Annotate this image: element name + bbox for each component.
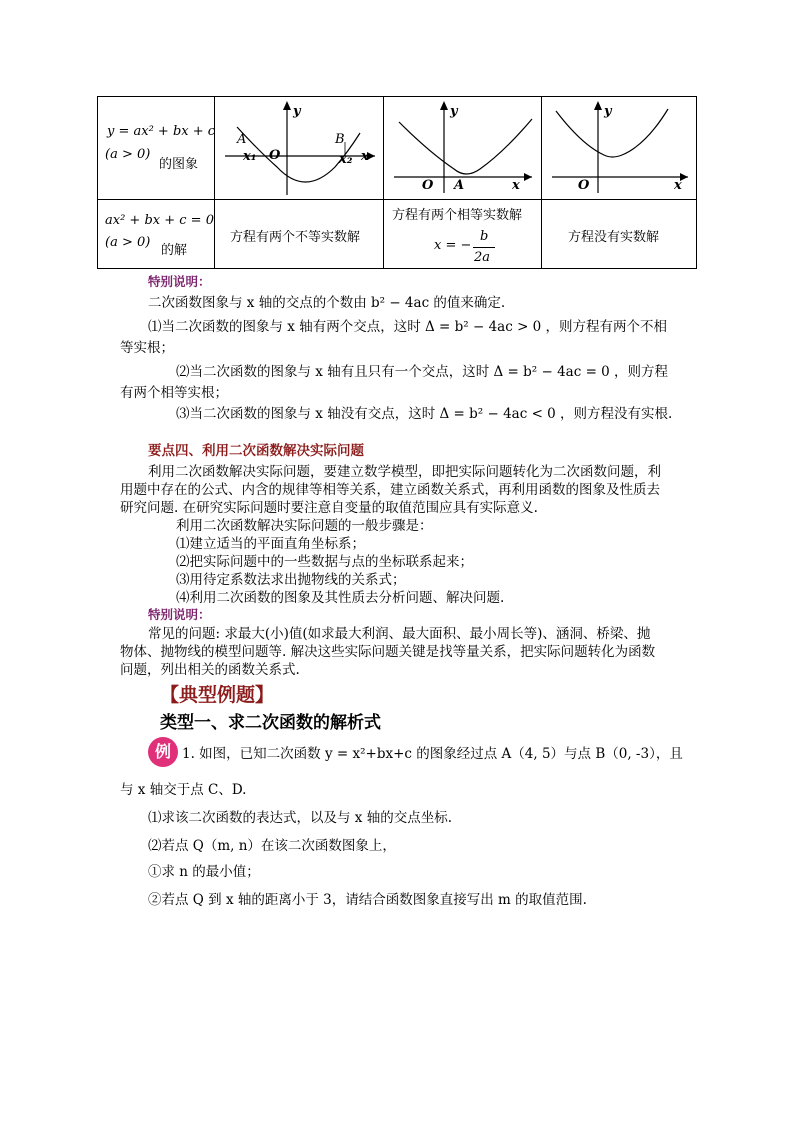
graph2-A-label: A	[454, 178, 465, 193]
fraction-bar	[473, 247, 495, 248]
note1-intro: 二次函数图象与 x 轴的交点的个数由 b² − 4ac 的值来确定.	[148, 295, 506, 311]
question1-line1: 1. 如图，已知二次函数 y = x²+bx+c 的图象经过点 A（4, 5）与点 B（0, -3），且	[182, 746, 683, 762]
graph2-x-label: x	[512, 178, 520, 193]
row1-label-condition: (a > 0)	[105, 147, 151, 162]
graph3-O-label: O	[578, 178, 590, 193]
graph-one-root	[384, 97, 541, 199]
row2-label-condition: (a > 0)	[105, 235, 151, 250]
section4-step1: ⑴建立适当的平面直角坐标系；	[176, 536, 365, 552]
graph-no-root	[542, 97, 696, 199]
section4-step3: ⑶用待定系数法求出抛物线的关系式；	[176, 572, 406, 588]
row2-label-suffix: 的解	[161, 243, 188, 258]
type1-title: 类型一、求二次函数的解析式	[160, 713, 381, 733]
graph1-x2-label: x₂	[339, 152, 353, 167]
graph1-A-label: A	[237, 132, 247, 147]
graph1-B-label: B	[335, 132, 345, 147]
note2-line1: 常见的问题: 求最大(小)值(如求最大利润、最大面积、最小周长等)、涵洞、桥梁、抛	[148, 626, 651, 642]
graph2-O-label: O	[422, 178, 434, 193]
section4-step4: ⑷利用二次函数的图象及其性质去分析问题、解决问题.	[176, 590, 505, 606]
note1-title: 特别说明：	[148, 274, 211, 289]
section4-para-line2: 用题中存在的公式、内含的规律等相等关系，建立函数关系式，再利用函数的图象及性质去	[120, 482, 660, 498]
graph2-y-label: y	[450, 104, 458, 119]
graph-two-roots	[215, 97, 382, 199]
note2-title: 特别说明：	[148, 607, 211, 622]
row2-label-equation: ax² + bx + c = 0	[105, 213, 214, 228]
question1-part2a: ①求 n 的最小值；	[148, 864, 260, 880]
solution-two-roots: 方程有两个不等实数解	[230, 230, 361, 245]
parabola-table	[97, 96, 697, 269]
graph3-y-label: y	[604, 104, 612, 119]
row1-label-suffix: 的图象	[159, 157, 199, 172]
note1-item2-cont: 有两个相等实根；	[120, 385, 228, 401]
row1-label-equation: y = ax² + bx + c	[107, 124, 216, 139]
graph1-y-label: y	[293, 104, 301, 119]
note1-item1: ⑴当二次函数的图象与 x 轴有两个交点，这时 Δ = b² − 4ac > 0 ，则方程有两个不相	[148, 319, 668, 335]
table-row-divider	[97, 199, 697, 200]
section4-step2: ⑵把实际问题中的一些数据与点的坐标联系起来；	[176, 554, 473, 570]
note2-line2: 物体、抛物线的模型问题等. 解决这些实际问题关键是找等量关系，把实际问题转化为函数	[120, 644, 656, 660]
example-badge: 例	[148, 737, 178, 767]
note1-item1-cont: 等实根；	[120, 340, 174, 356]
section4-title: 要点四、利用二次函数解决实际问题	[148, 443, 364, 459]
question1-part2b: ②若点 Q 到 x 轴的距离小于 3，请结合函数图象直接写出 m 的取值范围.	[148, 892, 587, 908]
graph1-x1-label: x₁	[243, 149, 257, 164]
fraction-denominator: 2a	[474, 250, 491, 265]
fraction-numerator: b	[480, 229, 489, 244]
graph3-x-label: x	[674, 178, 682, 193]
question1-part1: ⑴求该二次函数的表达式，以及与 x 轴的交点坐标.	[148, 810, 452, 826]
graph1-x-label: x	[361, 149, 369, 164]
note2-line3: 问题，列出相关的函数关系式.	[120, 662, 300, 678]
note1-item2: ⑵当二次函数的图象与 x 轴有且只有一个交点，这时 Δ = b² − 4ac = 0 ，则方程	[176, 364, 669, 380]
section4-para-line1: 利用二次函数解决实际问题，要建立数学模型，即把实际问题转化为二次函数问题，利	[148, 464, 661, 480]
note1-item3: ⑶当二次函数的图象与 x 轴没有交点，这时 Δ = b² − 4ac < 0 ，则方程没有实根.	[176, 406, 673, 422]
solution-no-root: 方程没有实数解	[568, 230, 660, 245]
examples-title: 【典型例题】	[160, 684, 275, 706]
solution-one-root-formula: x = −	[434, 238, 472, 253]
graph1-O-label: O	[269, 148, 281, 163]
section4-steps-intro: 利用二次函数解决实际问题的一般步骤是：	[176, 518, 433, 534]
section4-para-line3: 研究问题. 在研究实际问题时要注意自变量的取值范围应具有实际意义.	[120, 500, 538, 516]
solution-one-root: 方程有两个相等实数解	[392, 208, 523, 223]
question1-line2: 与 x 轴交于点 C、D.	[120, 782, 247, 798]
question1-part2: ⑵若点 Q（m, n）在该二次函数图象上，	[148, 838, 396, 854]
